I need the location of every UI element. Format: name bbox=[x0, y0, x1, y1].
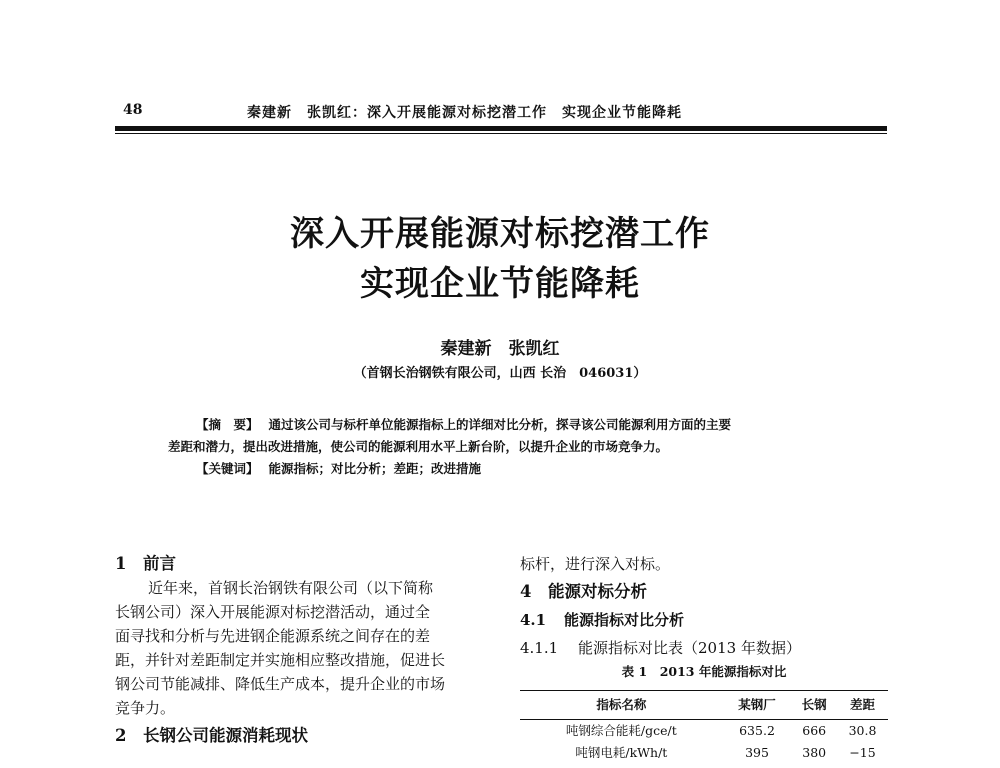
abstract-line2: 差距和潜力，提出改进措施，使公司的能源利用水平上新台阶，以提升企业的市场竞争力。 bbox=[168, 439, 669, 454]
table-cell: −15 bbox=[849, 745, 876, 760]
table-header-cell: 指标名称 bbox=[520, 691, 723, 720]
body-line: 长钢公司）深入开展能源对标挖潜活动，通过全 bbox=[115, 603, 431, 621]
table-cell: 395 bbox=[745, 745, 769, 760]
body-line: 近年来，首钢长治钢铁有限公司（以下简称 bbox=[148, 579, 434, 597]
table-header-cell: 长钢 bbox=[791, 691, 837, 720]
section1-body bbox=[115, 576, 495, 720]
table-header-cell: 差距 bbox=[837, 691, 888, 720]
section4-heading: 4 能源对标分析 bbox=[520, 582, 647, 601]
table-cell: 635.2 bbox=[739, 723, 775, 738]
abstract-line1: 【摘 要】 通过该公司与标杆单位能源指标上的详细对比分析，探寻该公司能源利用方面的主要 bbox=[196, 417, 732, 432]
affiliation: （首钢长治钢铁有限公司，山西 长治 046031） bbox=[353, 366, 647, 381]
article-title-line2: 实现企业节能降耗 bbox=[360, 264, 640, 304]
header-rule-thin bbox=[115, 133, 887, 134]
abstract bbox=[168, 414, 848, 480]
article-title-line1: 深入开展能源对标挖潜工作 bbox=[290, 214, 710, 254]
table-header-row bbox=[520, 691, 888, 720]
table-cell: 吨钢电耗/kWh/t bbox=[575, 745, 668, 760]
subsection-4-1-heading: 4.1 能源指标对比分析 bbox=[520, 611, 685, 629]
body-line: 距，并针对差距制定并实施相应整改措施，促进长 bbox=[115, 651, 446, 669]
subsection-4-1-1-heading: 4.1.1 能源指标对比表（2013 年数据） bbox=[520, 639, 801, 657]
keywords: 能源指标；对比分析；差距；改进措施 bbox=[268, 461, 482, 476]
section1-heading: 1 前言 bbox=[115, 554, 176, 573]
page-number: 48 bbox=[123, 102, 143, 118]
keywords-line bbox=[168, 458, 848, 480]
continuation-text: 标杆，进行深入对标。 bbox=[520, 555, 671, 573]
table-cell: 30.8 bbox=[848, 723, 877, 738]
authors: 秦建新 张凯红 bbox=[440, 339, 560, 359]
body-line: 竞争力。 bbox=[115, 699, 176, 717]
abstract-label: 【摘 要】 bbox=[196, 417, 259, 432]
left-column bbox=[115, 552, 495, 748]
body-line: 钢公司节能减排、降低生产成本，提升企业的市场 bbox=[115, 675, 446, 693]
table-caption: 表 1 2013 年能源指标对比 bbox=[621, 664, 787, 679]
right-column bbox=[520, 552, 888, 764]
section2-heading: 2 长钢公司能源消耗现状 bbox=[115, 726, 308, 745]
table-cell: 380 bbox=[802, 745, 827, 760]
energy-indicator-table bbox=[520, 690, 888, 764]
running-head-title: 秦建新 张凯红：深入开展能源对标挖潜工作 实现企业节能降耗 bbox=[247, 105, 682, 121]
table-row bbox=[520, 720, 888, 743]
running-head bbox=[115, 102, 887, 124]
table-row bbox=[520, 742, 888, 764]
table-header-cell: 某钢厂 bbox=[723, 691, 792, 720]
keywords-label: 【关键词】 bbox=[196, 461, 259, 476]
table-cell: 666 bbox=[802, 723, 827, 738]
header-rule-thick bbox=[115, 126, 887, 131]
body-line: 面寻找和分析与先进钢企能源系统之间存在的差 bbox=[115, 627, 431, 645]
table-cell: 吨钢综合能耗/gce/t bbox=[565, 723, 677, 738]
